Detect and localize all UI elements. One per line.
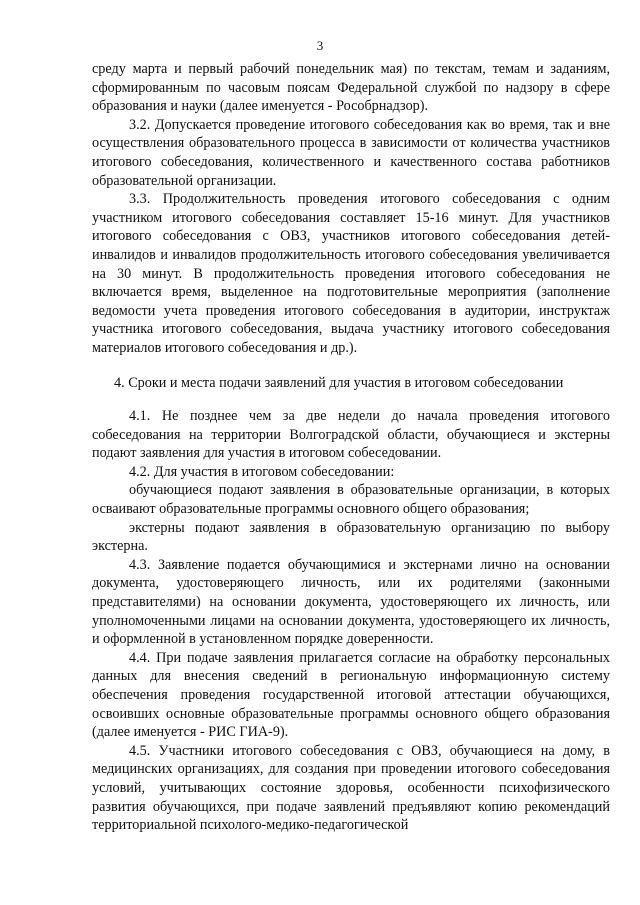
paragraph-4-4: 4.4. При подаче заявления прилагается согласие на обработку персональных данных для внесения сведений в региональную информационную систему обеспечения проведения государственной итоговой аттестации обучающихся, освоивших основные образовательные программы основного общего образования (далее именуется - РИС ГИА-9). bbox=[92, 649, 610, 741]
paragraph-4-5: 4.5. Участники итогового собеседования с ОВЗ, обучающиеся на дому, в медицинских организациях, для создания при проведении итогового собеседования условий, учитывающих состояние здоровья, особенности психофизического развития обучающихся, при подаче заявлений предъявляют копию рекомендаций территориальной психолого-медико-педагогической bbox=[92, 742, 610, 834]
paragraph-4-3: 4.3. Заявление подается обучающимися и экстернами лично на основании документа, удостоверяющего личность, или их родителями (законными представителями) на основании документа, удостоверяющего их личность, или уполномоченными лицами на основании документа, удостоверяющего их личность, и оформленной в установленном порядке доверенности. bbox=[92, 556, 610, 648]
document-body bbox=[92, 60, 610, 835]
paragraph-4-1: 4.1. Не позднее чем за две недели до начала проведения итогового собеседования на территории Волгоградской области, обучающиеся и экстерны подают заявления для участия в итоговом собеседовании. bbox=[92, 408, 610, 462]
paragraph-3-2: 3.2. Допускается проведение итогового собеседования как во время, так и вне осуществления образовательного процесса в зависимости от количества участников итогового собеседования, количественного и качественного состава работников образовательной организации. bbox=[92, 116, 610, 189]
paragraph-4-2: 4.2. Для участия в итоговом собеседовании: bbox=[129, 463, 395, 480]
paragraph-4-2-item-externs: экстерны подают заявления в образовательную организацию по выбору экстерна. bbox=[92, 519, 610, 555]
section-heading: 4. Сроки и места подачи заявлений для участия в итоговом собеседовании bbox=[114, 374, 564, 391]
paragraph-continuation: среду марта и первый рабочий понедельник мая) по текстам, темам и заданиям, сформированным по часовым поясам Федеральной службой по надзору в сфере образования и науки (далее именуется - Рособрнадзор). bbox=[92, 61, 610, 115]
paragraph-3-3: 3.3. Продолжительность проведения итогового собеседования с одним участником итогового собеседования составляет 15-16 минут. Для участников итогового собеседования с ОВЗ, участников итогового собеседования детей-инвалидов и инвалидов продолжительность итогового собеседования увеличивается на 30 минут. В продолжительность проведения итогового собеседования не включается время, выделенное на подготовительные мероприятия (заполнение ведомости учета проведения итогового собеседования в аудитории, инструктаж участника итогового собеседования, выдача участнику итогового собеседования материалов итогового собеседования и др.). bbox=[92, 191, 610, 356]
paragraph-4-2-item-students: обучающиеся подают заявления в образовательные организации, в которых осваивают образовательные программы основного общего образования; bbox=[92, 482, 610, 518]
page-number: 3 bbox=[316, 38, 324, 53]
